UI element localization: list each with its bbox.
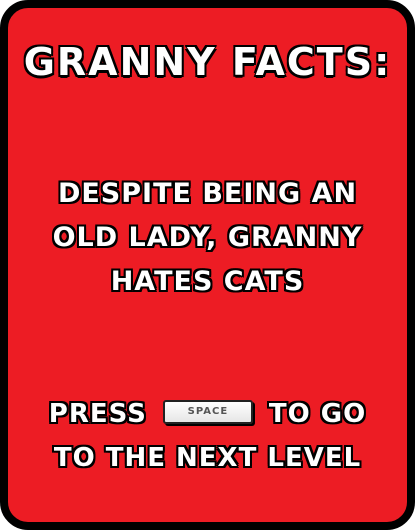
prompt-line-2: TO THE NEXT LEVEL [53, 443, 362, 473]
page-title: GRANNY FACTS: [23, 40, 392, 84]
fact-line-2: OLD LADY, GRANNY [52, 222, 363, 253]
space-key-icon[interactable]: SPACE [163, 400, 253, 424]
continue-prompt [0, 392, 415, 480]
fact-line-3: HATES CATS [110, 266, 305, 297]
fact-line-1: DESPITE BEING AN [57, 178, 358, 209]
prompt-line-1 [0, 392, 415, 436]
press-label: PRESS [48, 399, 147, 429]
fact-text [0, 172, 415, 304]
to-go-label: TO GO [268, 399, 367, 429]
